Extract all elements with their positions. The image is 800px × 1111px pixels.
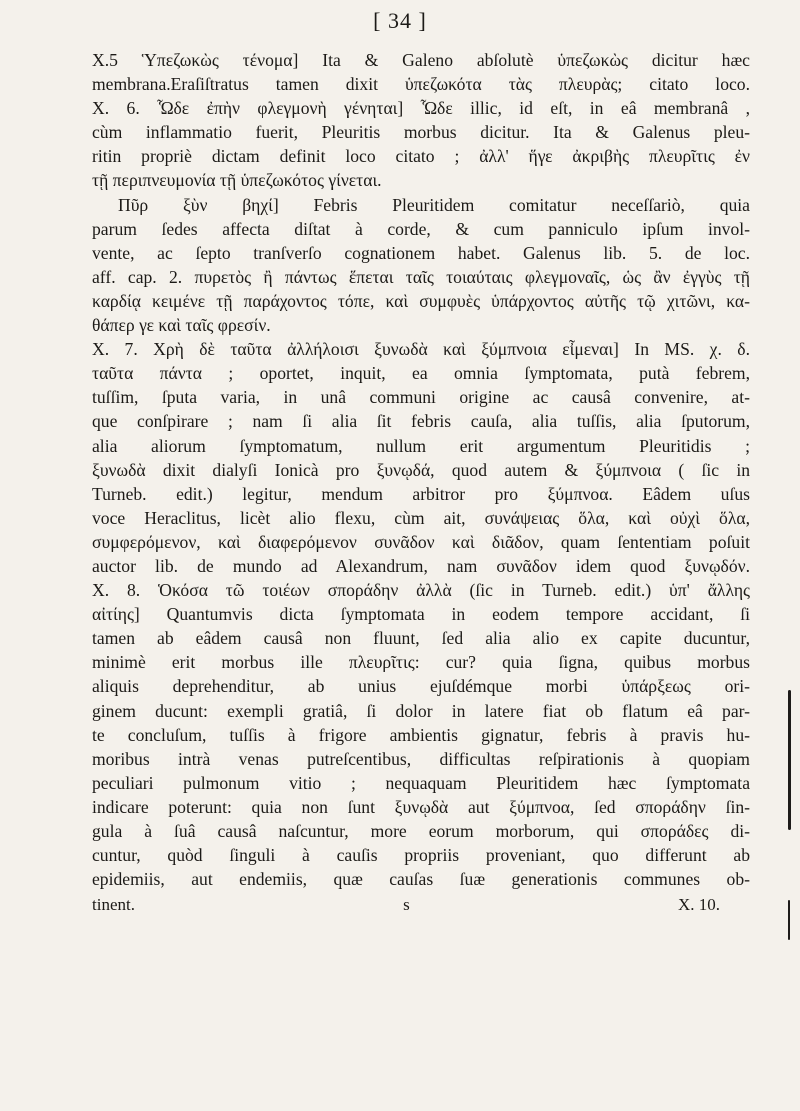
text-line: alia aliorum ſymptomatum, nullum erit argumentum Pleuritidis ; — [92, 435, 750, 456]
text-line: parum ſedes affecta diſtat à corde, & cum panniculo ipſum invol- — [92, 218, 750, 239]
final-line-text: tinent. — [92, 895, 135, 915]
text-line: voce Heraclitus, licèt alio flexu, cùm ait, συνάψειας ὅλα, καὶ οὐχὶ ὅλα, — [92, 507, 750, 528]
signature-mark: s — [403, 895, 410, 915]
binding-shadow — [788, 900, 790, 940]
text-line: que conſpirare ; nam ſi alia ſit febris cauſa, alia tuſſis, alia ſputorum, — [92, 411, 750, 432]
text-line: τῇ περιπνευμονία τῇ ὑπεζωκότος γίνεται. — [92, 170, 382, 191]
catchword-row — [92, 893, 750, 917]
text-body — [92, 48, 750, 917]
page-number: [ 34 ] — [373, 8, 427, 33]
text-line: moribus intrà venas putreſcentibus, difficultas reſpirationis à quopiam — [92, 748, 750, 769]
text-line: peculiari pulmonum vitio ; nequaquam Pleuritidem hæc ſymptomata — [92, 772, 750, 793]
text-line: Turneb. edit.) legitur, mendum arbitror pro ξύμπνοα. Eâdem uſus — [92, 483, 750, 504]
text-line: tamen ab eâdem causâ non fluunt, ſed alia alio ex capite ducuntur, — [92, 628, 750, 649]
catchword: X. 10. — [677, 895, 720, 915]
text-line: aliquis deprehenditur, ab unius ejuſdémque morbi ὑπάρξεως ori- — [92, 676, 750, 697]
text-line: membrana.Eraſiſtratus tamen dixit ὑπεζωκότα τὰς πλευρὰς; citato loco. — [92, 74, 750, 95]
text-line: te concluſum, tuſſis à frigore ambientis gignatur, febris à pravis hu- — [92, 724, 750, 745]
text-line: X.5 Ὑπεζωκὼς τένομα] Ita & Galeno abſolutè ὑπεζωκὼς dicitur hæc — [92, 50, 750, 70]
text-line: ταῦτα πάντα ; oportet, inquit, ea omnia ſymptomata, putà febrem, — [92, 363, 750, 384]
text-line: auctor lib. de mundo ad Alexandrum, nam συνᾶδον idem quod ξυνῳδόν. — [92, 555, 750, 576]
binding-shadow — [788, 690, 791, 830]
text-line: indicare poterunt: quia non ſunt ξυνῳδὰ aut ξύμπνοα, ſed σποράδην ſin- — [92, 796, 750, 817]
text-line: ginem ducunt: exempli gratiâ, ſi dolor in latere fiat ob flatum eâ par- — [92, 700, 750, 721]
text-line: ξυνωδὰ dixit dialyſi Ionicà pro ξυνῳδά, quod autem & ξύμπνοια ( ſic in — [92, 459, 750, 480]
text-line: X. 7. Χρὴ δὲ ταῦτα ἀλλήλοισι ξυνωδὰ καὶ ξύμπνοια εἶμεναι] In MS. χ. δ. — [92, 339, 750, 360]
text-line: X. 6. Ὧδε ἐπὴν φλεγμονὴ γένηται] Ὧδε illic, id eſt, in eâ membranâ , — [92, 98, 750, 119]
text-line: συμφερόμενον, καὶ διαφερόμενον συνᾶδον καὶ διᾶδον, quam ſententiam poſuit — [92, 531, 750, 552]
text-line: X. 8. Ὁκόσα τῶ τοιέων σποράδην ἀλλὰ (ſic in Turneb. edit.) ὑπ' ἄλλης — [92, 580, 750, 601]
text-line: tuſſim, ſputa varia, in unâ communi origine ac causâ convenire, at- — [92, 387, 750, 408]
text-line: ritin propriè dictam definit loco citato ; ἀλλ' ἥγε ἀκριβὴς πλευρῖτις ἐν — [92, 146, 750, 167]
text-line: αἰτίης] Quantumvis dicta ſymptomata in eodem tempore accidant, ſi — [92, 604, 750, 625]
text-line: epidemiis, aut endemiis, quæ cauſas ſuæ generationis communes ob- — [92, 869, 750, 890]
text-line: καρδίᾳ κειμένε τῇ παράχοντος τόπε, καὶ συμφυὲς ὑπάρχοντος αὐτῆς τῷ χιτῶνι, κα- — [92, 290, 750, 311]
text-line: Πῦρ ξὺν βηχί] Febris Pleuritidem comitatur neceſſariò, quia — [118, 194, 750, 215]
text-line: aff. cap. 2. πυρετὸς ἢ πάντως ἕπεται ταῖς τοιαύταις φλεγμοναῖς, ὡς ἂν ἐγγὺς τῇ — [92, 266, 750, 287]
text-line: cùm inflammatio fuerit, Pleuritis morbus dicitur. Ita & Galenus pleu- — [92, 122, 750, 143]
text-line: vente, ac ſepto tranſverſo cognationem habet. Galenus lib. 5. de loc. — [92, 242, 750, 263]
text-line: cuntur, quòd ſinguli à cauſis propriis proveniant, quo differunt ab — [92, 845, 750, 866]
text-line: gula à ſuâ causâ naſcuntur, more eorum morborum, qui σποράδες di- — [92, 821, 750, 841]
text-line: θάπερ γε καὶ ταῖς φρεσίν. — [92, 315, 271, 336]
text-line: minimè erit morbus ille πλευρῖτις: cur? quia ſigna, quibus morbus — [92, 652, 750, 673]
